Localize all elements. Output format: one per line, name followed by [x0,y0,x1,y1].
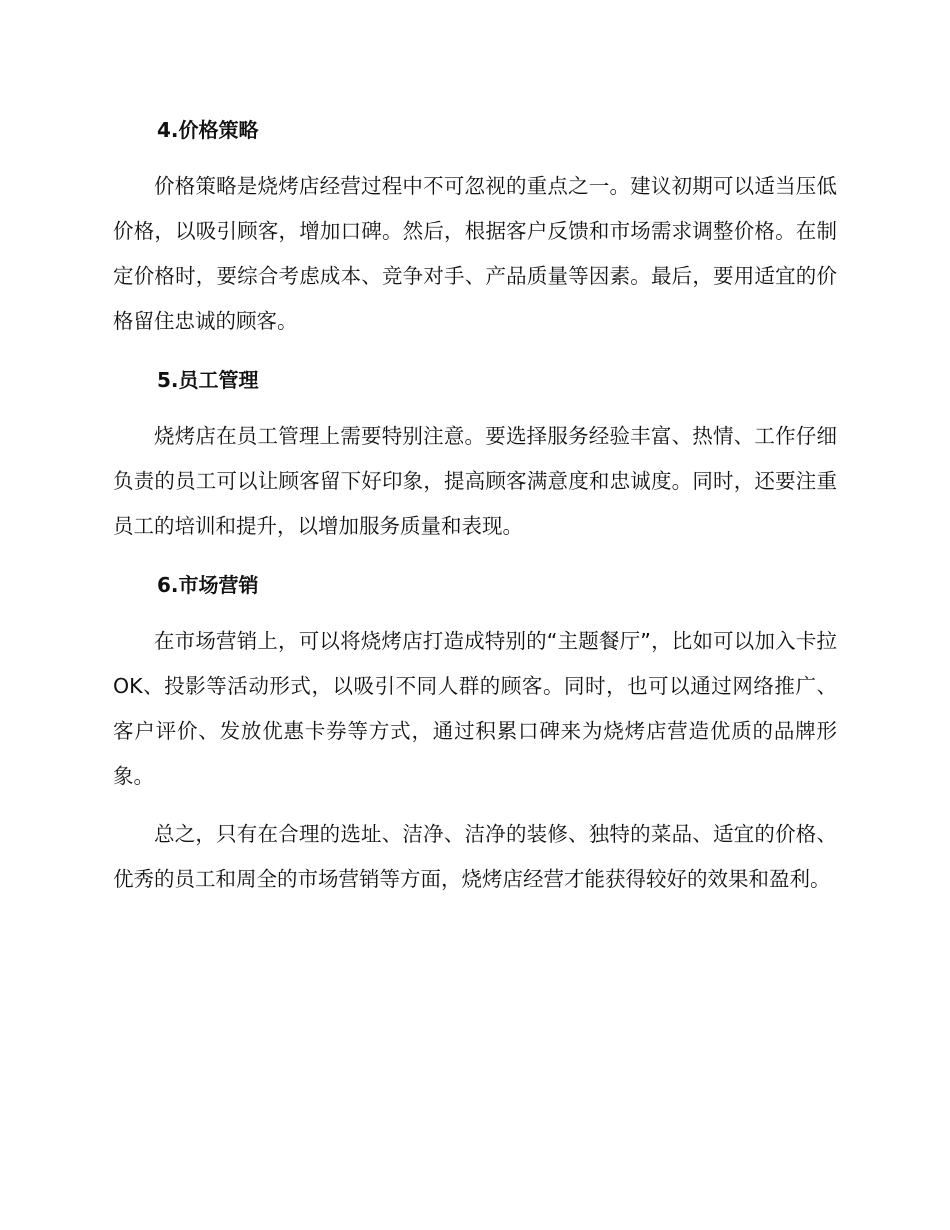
section-body-marketing: 在市场营销上，可以将烧烤店打造成特别的“主题餐厅”，比如可以加入卡拉 OK、投影等活动形式，以吸引不同人群的顾客。同时，也可以通过网络推广、客户评价、发放优惠卡券等方式，通过积累口碑来为烧烤店营造优质的品牌形象。 [113,629,837,788]
conclusion-paragraph: 总之，只有在合理的选址、洁净、洁净的装修、独特的菜品、适宜的价格、优秀的员工和周全的市场营销等方面，烧烤店经营才能获得较好的效果和盈利。 [113,822,837,891]
section-heading-marketing: 6.市场营销 [157,573,259,597]
section-heading-pricing: 4.价格策略 [157,118,259,142]
section-body-pricing: 价格策略是烧烤店经营过程中不可忽视的重点之一。建议初期可以适当压低价格，以吸引顾客，增加口碑。然后，根据客户反馈和市场需求调整价格。在制定价格时，要综合考虑成本、竞争对手、产品质量等因素。最后，要用适宜的价格留住忠诚的顾客。 [113,174,837,333]
section-body-staff: 烧烤店在员工管理上需要特别注意。要选择服务经验丰富、热情、工作仔细负责的员工可以让顾客留下好印象，提高顾客满意度和忠诚度。同时，还要注重员工的培训和提升，以增加服务质量和表现。 [113,424,837,538]
section-heading-staff: 5.员工管理 [157,368,259,392]
